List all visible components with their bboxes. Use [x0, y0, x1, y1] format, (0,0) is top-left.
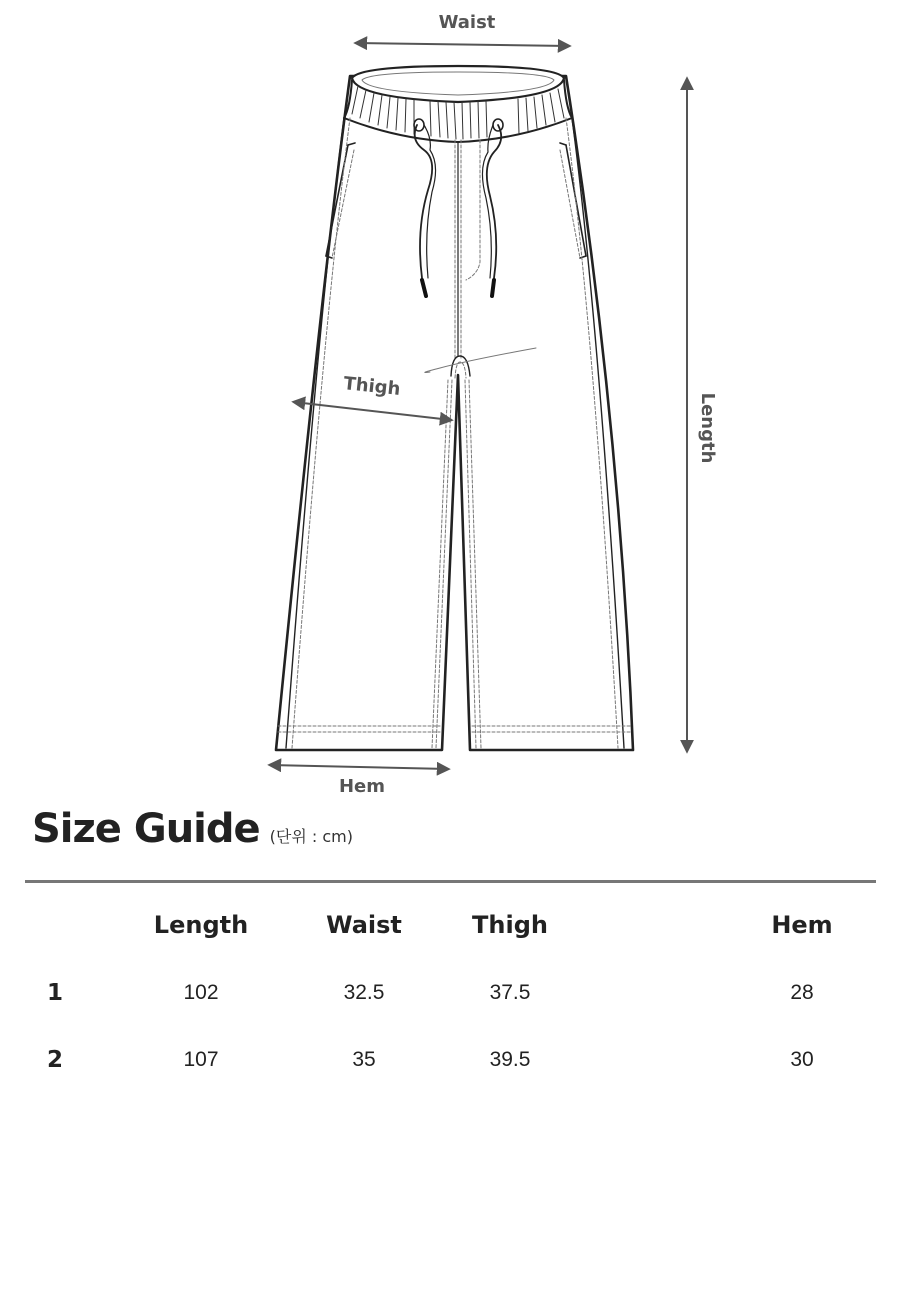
page-title: Size Guide	[32, 806, 260, 852]
waist-label: Waist	[438, 12, 496, 33]
length-cell: 107	[183, 1048, 219, 1071]
size-table	[0, 896, 900, 1097]
thigh-label: Thigh	[342, 373, 402, 400]
size-guide-heading	[32, 806, 353, 852]
waist-cell: 32.5	[343, 981, 385, 1004]
hem-cell: 30	[790, 1048, 814, 1071]
hem-label: Hem	[338, 776, 386, 797]
hem-arrow	[270, 765, 448, 769]
header-length: Length	[153, 911, 249, 939]
size-cell: 1	[46, 980, 63, 1006]
thigh-cell: 39.5	[489, 1048, 531, 1071]
header-size	[0, 896, 135, 954]
unit-note: (단위 : cm)	[269, 827, 353, 846]
header-thigh: Thigh	[472, 911, 548, 939]
waist-cell: 35	[352, 1048, 376, 1071]
header-waist: Waist	[326, 911, 402, 939]
length-cell: 102	[183, 981, 219, 1004]
section-divider	[25, 880, 876, 883]
header-hem: Hem	[771, 911, 833, 939]
waist-arrow	[356, 43, 569, 46]
table-header-row	[0, 896, 900, 963]
length-label: Length	[697, 392, 718, 464]
size-cell: 2	[46, 1047, 63, 1073]
pants-drawing	[276, 66, 633, 750]
table-row	[0, 963, 900, 1030]
thigh-cell: 37.5	[489, 981, 531, 1004]
table-row	[0, 1030, 900, 1097]
hem-cell: 28	[790, 981, 814, 1004]
